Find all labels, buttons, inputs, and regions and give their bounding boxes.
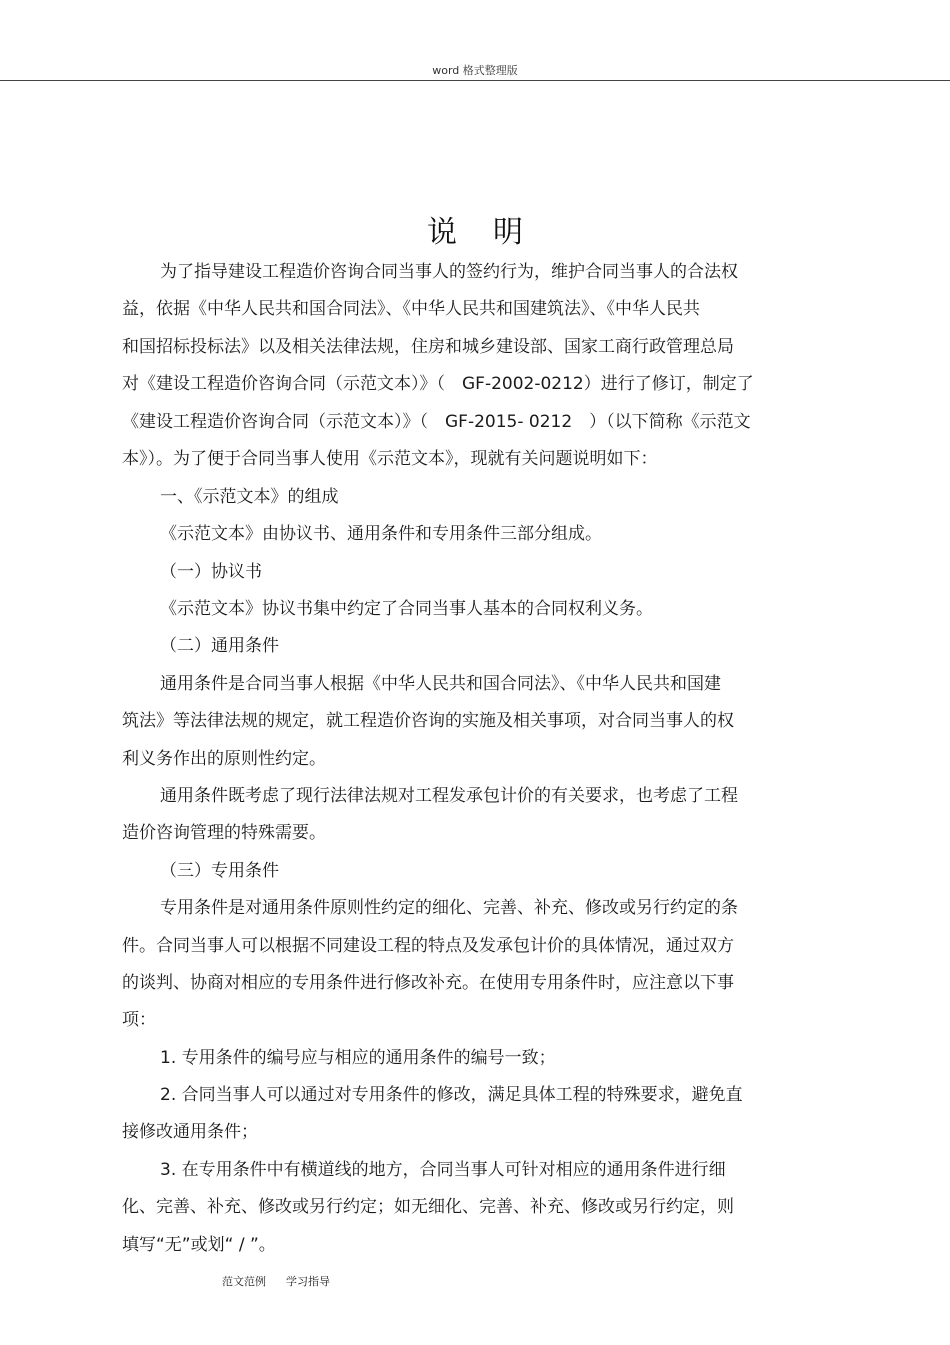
section-heading: 一、《示范文本》的组成: [160, 487, 339, 507]
list-item: 3. 在专用条件中有横道线的地方，合同当事人可针对相应的通用条件进行细: [160, 1160, 726, 1180]
body-line: 《建设工程造价咨询合同（示范文本）》（ GF-2015- 0212 ）（以下简称《示范文: [122, 412, 751, 432]
body-line: 项：: [122, 1010, 156, 1030]
document-title: 说明: [427, 215, 559, 250]
list-item: 1. 专用条件的编号应与相应的通用条件的编号一致；: [160, 1048, 556, 1068]
subsection-heading: （三）专用条件: [160, 861, 279, 881]
body-line: 专用条件是对通用条件原则性约定的细化、完善、补充、修改或另行约定的条: [160, 898, 738, 918]
body-line: 《示范文本》由协议书、通用条件和专用条件三部分组成。: [160, 524, 602, 544]
list-item: 2. 合同当事人可以通过对专用条件的修改，满足具体工程的特殊要求，避免直: [160, 1085, 743, 1105]
body-line: 《示范文本》协议书集中约定了合同当事人基本的合同权利义务。: [160, 599, 653, 619]
subsection-heading: （二）通用条件: [160, 636, 279, 656]
body-line: 件。合同当事人可以根据不同建设工程的特点及发承包计价的具体情况，通过双方: [122, 936, 734, 956]
header-rule: [0, 80, 950, 81]
body-line: 化、完善、补充、修改或另行约定；如无细化、完善、补充、修改或另行约定，则: [122, 1197, 734, 1217]
body-line: 益，依据《中华人民共和国合同法》、《中华人民共和国建筑法》、《中华人民共: [122, 299, 700, 319]
body-line: 填写“无”或划“ / ”。: [122, 1235, 276, 1255]
body-line: 本》）。为了便于合同当事人使用《示范文本》，现就有关问题说明如下：: [122, 449, 658, 469]
page-header: word 格式整理版: [432, 64, 518, 77]
body-line: 的谈判、协商对相应的专用条件进行修改补充。在使用专用条件时，应注意以下事: [122, 973, 734, 993]
subsection-heading: （一）协议书: [160, 562, 262, 582]
body-line: 为了指导建设工程造价咨询合同当事人的签约行为，维护合同当事人的合法权: [160, 262, 738, 282]
body-line: 接修改通用条件；: [122, 1122, 258, 1142]
body-line: 通用条件既考虑了现行法律法规对工程发承包计价的有关要求，也考虑了工程: [160, 786, 738, 806]
body-line: 对《建设工程造价咨询合同（示范文本）》（ GF-2002-0212）进行了修订，制定了: [122, 374, 754, 394]
page-footer: [222, 1273, 330, 1289]
footer-left-text: 范文范例: [222, 1275, 266, 1288]
body-line: 利义务作出的原则性约定。: [122, 749, 326, 769]
body-line: 和国招标投标法》以及相关法律法规，住房和城乡建设部、国家工商行政管理总局: [122, 337, 734, 357]
body-line: 造价咨询管理的特殊需要。: [122, 823, 326, 843]
body-line: 筑法》等法律法规的规定，就工程造价咨询的实施及相关事项，对合同当事人的权: [122, 711, 734, 731]
footer-right-text: 学习指导: [286, 1275, 330, 1288]
body-line: 通用条件是合同当事人根据《中华人民共和国合同法》、《中华人民共和国建: [160, 674, 721, 694]
